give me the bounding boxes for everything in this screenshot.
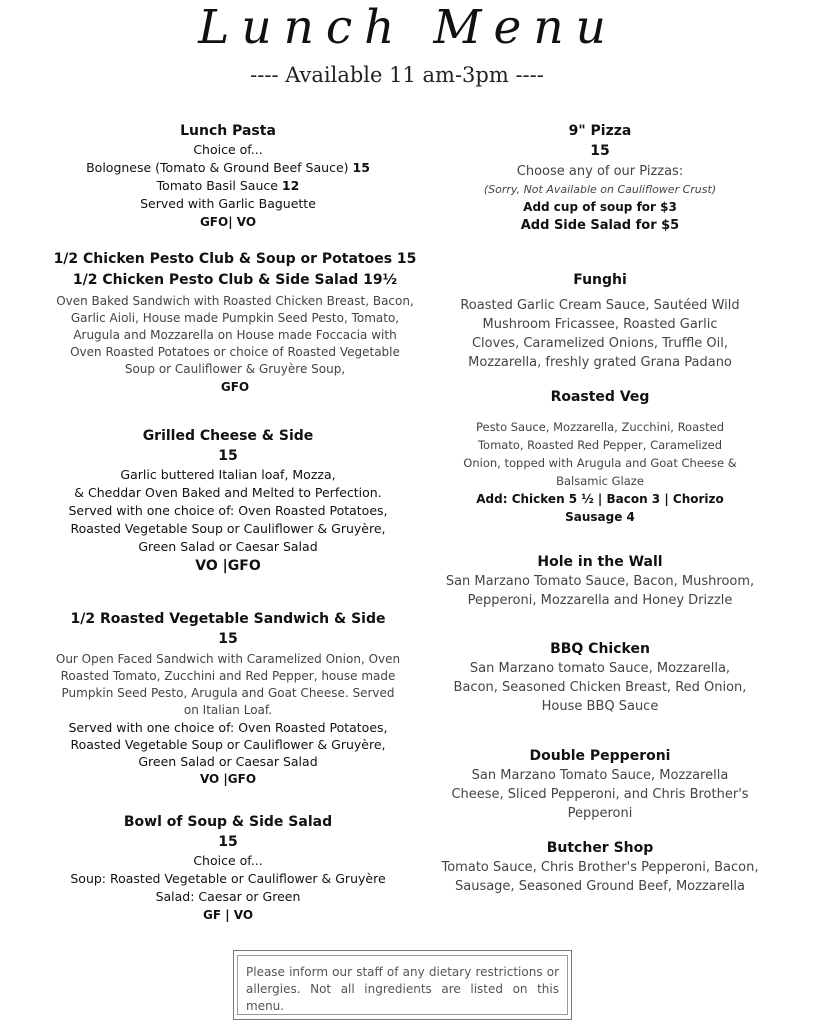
- item-desc: Garlic buttered Italian loaf, Mozza,: [120, 467, 336, 482]
- allergy-notice-box: [233, 950, 572, 1020]
- item-price: 15: [218, 631, 238, 647]
- soup-salad-section: [43, 812, 413, 924]
- item-desc: Pumpkin Seed Pesto, Arugula and Goat Cheese. Served: [61, 686, 395, 700]
- item-line: Soup: Roasted Vegetable or Cauliflower & Gruyère: [70, 871, 386, 886]
- add-on: Add: Chicken 5 ½ | Bacon 3 | Chorizo: [476, 492, 724, 506]
- menu-title: Lunch Menu: [198, 0, 618, 55]
- hole-in-wall-section: [440, 552, 760, 610]
- item-desc: Roasted Vegetable Soup or Cauliflower & Gruyère,: [70, 521, 386, 536]
- item-name: 9" Pizza: [568, 123, 632, 139]
- item-name: Hole in the Wall: [537, 554, 663, 570]
- item-name: BBQ Chicken: [550, 641, 650, 657]
- lunch-pasta-section: [43, 121, 413, 231]
- item-desc: Oven Baked Sandwich with Roasted Chicken Breast, Bacon,: [56, 294, 414, 308]
- item-line: Choice of...: [193, 142, 263, 157]
- item-desc: Tomato, Roasted Red Pepper, Caramelized: [477, 438, 723, 452]
- item-desc: House BBQ Sauce: [541, 699, 659, 714]
- roasted-veg-section: [440, 387, 760, 526]
- add-on: Add cup of soup for $3: [523, 200, 677, 214]
- item-price: 12: [281, 178, 300, 193]
- item-desc: Pepperoni: [567, 806, 633, 821]
- item-name: Lunch Pasta: [180, 123, 276, 139]
- item-sides: Green Salad or Caesar Salad: [138, 754, 318, 769]
- dietary-tags: VO |GFO: [199, 772, 257, 786]
- item-desc: Soup or Cauliflower & Gruyère Soup,: [124, 362, 346, 376]
- item-sides: Roasted Vegetable Soup or Cauliflower & Gruyère,: [70, 737, 386, 752]
- butcher-shop-section: [440, 838, 760, 896]
- item-desc: Sausage, Seasoned Ground Beef, Mozzarella: [454, 879, 745, 894]
- item-price: 15: [218, 834, 238, 850]
- item-desc: Oven Roasted Potatoes or choice of Roasted Vegetable: [70, 345, 400, 359]
- item-name: Double Pepperoni: [529, 748, 671, 764]
- add-on: Sausage 4: [565, 510, 635, 524]
- pesto-club-section: [25, 249, 445, 396]
- pizza-section: [440, 121, 760, 236]
- dietary-tags: GFO: [220, 380, 250, 394]
- item-name: 1/2 Chicken Pesto Club & Side Salad 19½: [72, 272, 398, 288]
- item-desc: Onion, topped with Arugula and Goat Cheese &: [463, 456, 737, 470]
- item-desc: Garlic Aioli, House made Pumpkin Seed Pesto, Tomato,: [70, 311, 400, 325]
- bbq-chicken-section: [440, 639, 760, 716]
- availability-subtitle: ---- Available 11 am-3pm ----: [250, 63, 544, 87]
- dietary-tags: GF | VO: [202, 908, 254, 922]
- item-desc: Our Open Faced Sandwich with Caramelized Onion, Oven: [55, 652, 401, 666]
- item-name: Grilled Cheese & Side: [142, 428, 314, 444]
- funghi-section: [440, 270, 760, 372]
- item-desc: Tomato Sauce, Chris Brother's Pepperoni, Bacon,: [441, 860, 759, 875]
- item-desc: & Cheddar Oven Baked and Melted to Perfection.: [74, 485, 382, 500]
- item-desc: Cheese, Sliced Pepperoni, and Chris Brother's: [451, 787, 749, 802]
- item-name: Bowl of Soup & Side Salad: [123, 814, 333, 830]
- item-price: 15: [352, 160, 370, 175]
- dietary-tags: GFO| VO: [199, 215, 257, 229]
- item-name: Butcher Shop: [546, 840, 654, 856]
- item-desc: Arugula and Mozzarella on House made Foccacia with: [73, 328, 397, 342]
- item-sides: Served with one choice of: Oven Roasted Potatoes,: [68, 720, 388, 735]
- item-line: Choose any of our Pizzas:: [516, 164, 684, 179]
- item-desc: Pesto Sauce, Mozzarella, Zucchini, Roasted: [475, 420, 725, 434]
- item-desc: Green Salad or Caesar Salad: [138, 539, 318, 554]
- item-desc: San Marzano tomato Sauce, Mozzarella,: [469, 661, 731, 676]
- item-desc: Pepperoni, Mozzarella and Honey Drizzle: [467, 593, 733, 608]
- item-name: 1/2 Roasted Vegetable Sandwich & Side: [70, 611, 386, 627]
- item-desc: Cloves, Caramelized Onions, Truffle Oil,: [471, 336, 729, 351]
- double-pepperoni-section: [440, 746, 760, 823]
- item-price: 15: [218, 448, 238, 464]
- dietary-tags: VO |GFO: [195, 558, 261, 574]
- item-desc: Roasted Tomato, Zucchini and Red Pepper, house made: [60, 669, 396, 683]
- grilled-cheese-section: [43, 426, 413, 576]
- item-desc: Bacon, Seasoned Chicken Breast, Red Onion,: [453, 680, 747, 695]
- item-desc: San Marzano Tomato Sauce, Bacon, Mushroom,: [445, 574, 755, 589]
- veg-sandwich-section: [43, 609, 413, 788]
- item-line: Tomato Basil Sauce 12: [156, 178, 300, 193]
- item-desc: on Italian Loaf.: [183, 703, 273, 717]
- item-line: Salad: Caesar or Green: [155, 889, 301, 904]
- item-line: Choice of...: [193, 853, 263, 868]
- item-desc: San Marzano Tomato Sauce, Mozzarella: [471, 768, 729, 783]
- item-note: (Sorry, Not Available on Cauliflower Crust): [483, 183, 717, 196]
- item-line: Bolognese (Tomato & Ground Beef Sauce) 15: [86, 160, 370, 175]
- item-desc: Balsamic Glaze: [556, 474, 644, 488]
- item-price: 15: [590, 143, 610, 159]
- item-name: Roasted Veg: [550, 389, 650, 405]
- item-name: Funghi: [573, 272, 627, 288]
- allergy-notice-text: Please inform our staff of any dietary restrictions or allergies. Not all ingredients are listed on this menu.: [237, 955, 568, 1015]
- item-line: Served with Garlic Baguette: [140, 196, 316, 211]
- add-on: Add Side Salad for $5: [520, 218, 680, 233]
- item-desc: Mozzarella, freshly grated Grana Padano: [468, 355, 732, 370]
- item-desc: Roasted Garlic Cream Sauce, Sautéed Wild: [460, 298, 740, 313]
- item-desc: Mushroom Fricassee, Roasted Garlic: [482, 317, 718, 332]
- item-desc: Served with one choice of: Oven Roasted Potatoes,: [68, 503, 388, 518]
- item-name: 1/2 Chicken Pesto Club & Soup or Potatoes 15: [53, 251, 417, 267]
